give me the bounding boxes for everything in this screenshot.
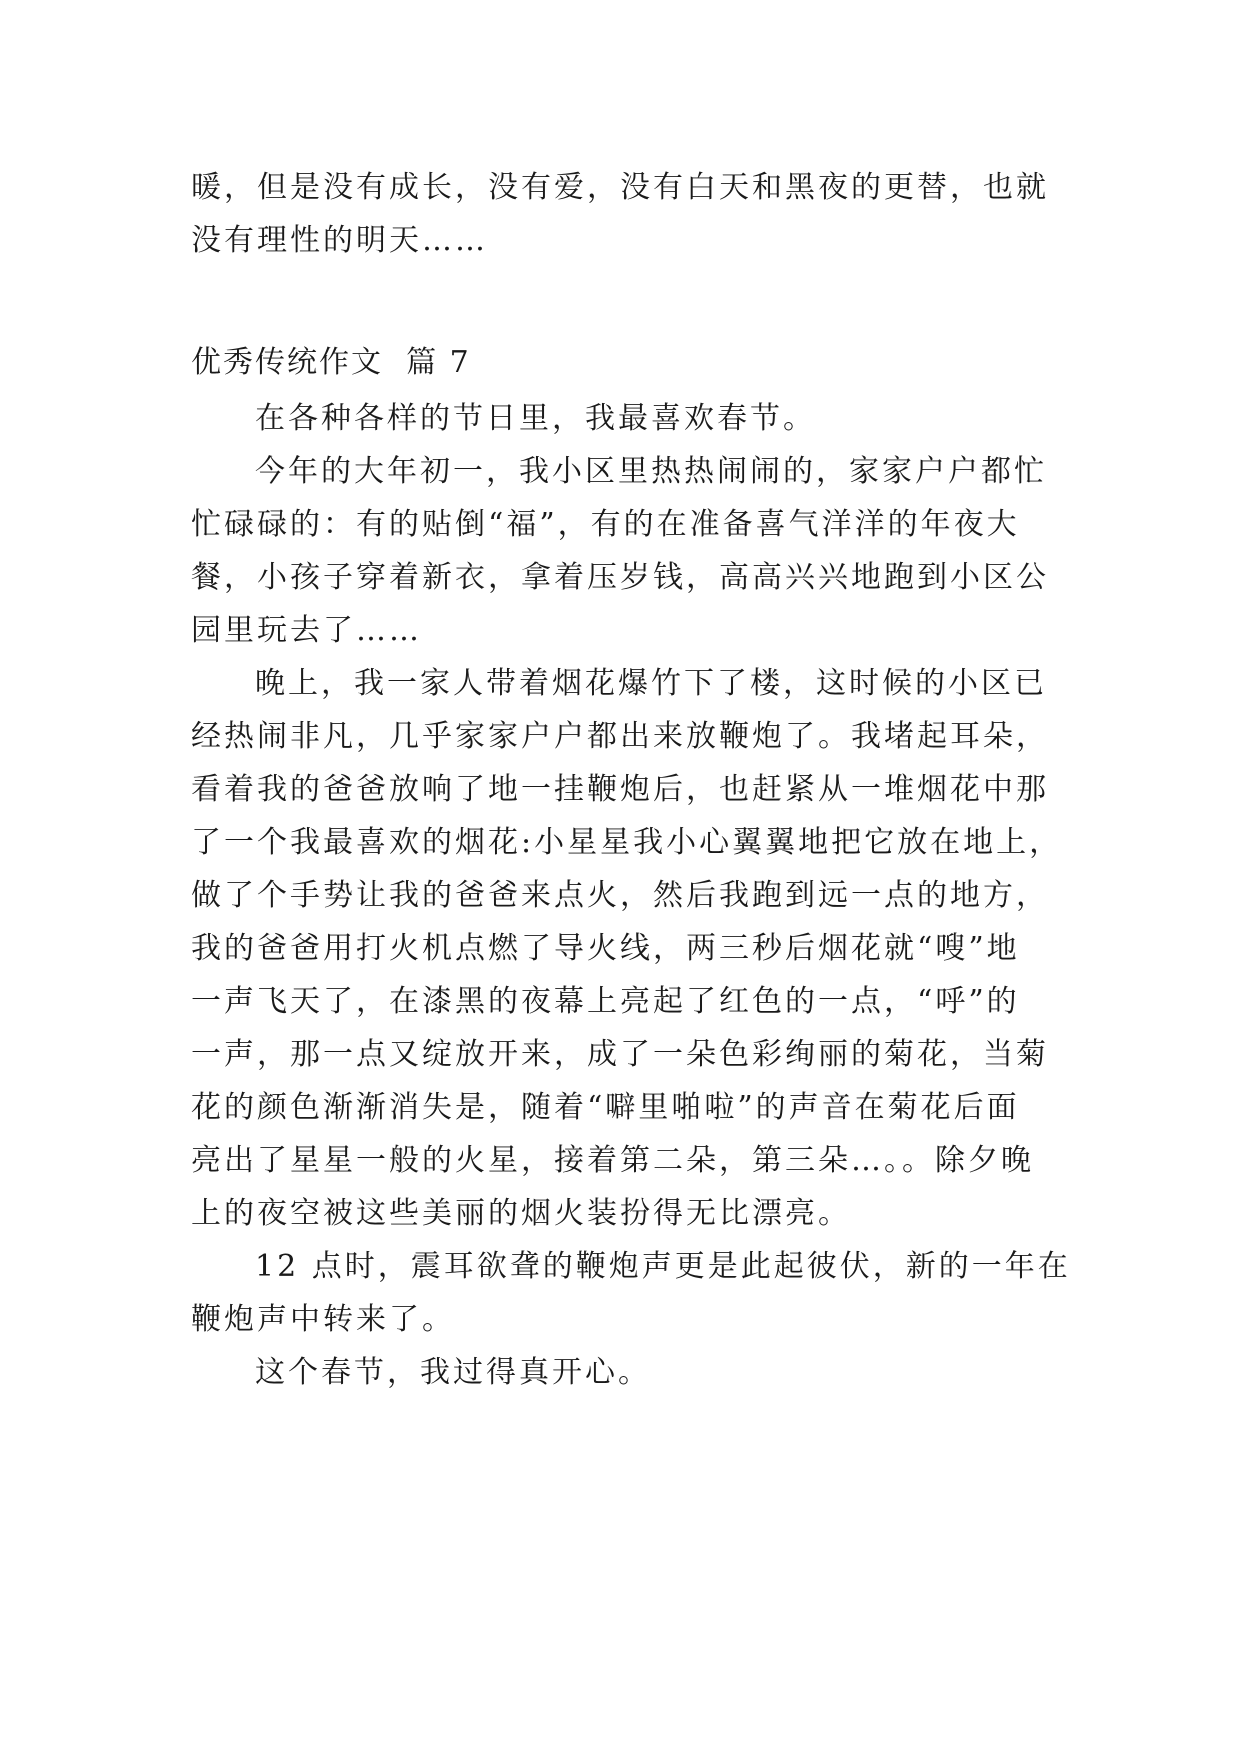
paragraph-first-line: 晚上，我一家人带着烟花爆竹下了楼，这时候的小区已 (255, 666, 1047, 701)
text-line: 了一个我最喜欢的烟花:小星星我小心翼翼地把它放在地上， (191, 825, 1063, 860)
paragraph-first-line: 这个春节，我过得真开心。 (255, 1355, 651, 1390)
paragraph-first-line: 在各种各样的节日里，我最喜欢春节。 (255, 401, 816, 436)
text-line: 园里玩去了…… (191, 613, 422, 648)
text-line: 鞭炮声中转来了。 (191, 1302, 455, 1337)
text-line: 忙碌碌的：有的贴倒“福”，有的在准备喜气洋洋的年夜大 (191, 507, 1020, 542)
essay-body (191, 392, 1071, 1399)
text-line: 看着我的爸爸放响了地一挂鞭炮后，也赶紧从一堆烟花中那 (191, 772, 1049, 807)
text-line: 上的夜空被这些美丽的烟火装扮得无比漂亮。 (191, 1196, 851, 1231)
text-line: 花的颜色渐渐消失是，随着“噼里啪啦”的声音在菊花后面 (191, 1090, 1020, 1125)
text-line: 暖，但是没有成长，没有爱，没有白天和黑夜的更替，也就 (191, 170, 1049, 205)
paragraph-first-line: 今年的大年初一，我小区里热热闹闹的，家家户户都忙 (255, 454, 1047, 489)
continuation-paragraph (191, 161, 1051, 267)
heading-text: 优秀传统作文 篇 7 (191, 345, 471, 380)
text-line: 做了个手势让我的爸爸来点火，然后我跑到远一点的地方， (191, 878, 1049, 913)
text-line: 没有理性的明天…… (191, 223, 488, 258)
text-line: 一声飞天了，在漆黑的夜幕上亮起了红色的一点，“呼”的 (191, 984, 1020, 1019)
text-line: 我的爸爸用打火机点燃了导火线，两三秒后烟花就“嗖”地 (191, 931, 1020, 966)
text-line: 餐，小孩子穿着新衣，拿着压岁钱，高高兴兴地跑到小区公 (191, 560, 1049, 595)
section-heading (191, 336, 1051, 389)
text-line: 亮出了星星一般的火星，接着第二朵，第三朵…。。除夕晚 (191, 1143, 1034, 1178)
paragraph-first-line: 12 点时，震耳欲聋的鞭炮声更是此起彼伏，新的一年在 (255, 1249, 1071, 1284)
text-line: 经热闹非凡，几乎家家户户都出来放鞭炮了。我堵起耳朵， (191, 719, 1049, 754)
text-line: 一声，那一点又绽放开来，成了一朵色彩绚丽的菊花，当菊 (191, 1037, 1049, 1072)
